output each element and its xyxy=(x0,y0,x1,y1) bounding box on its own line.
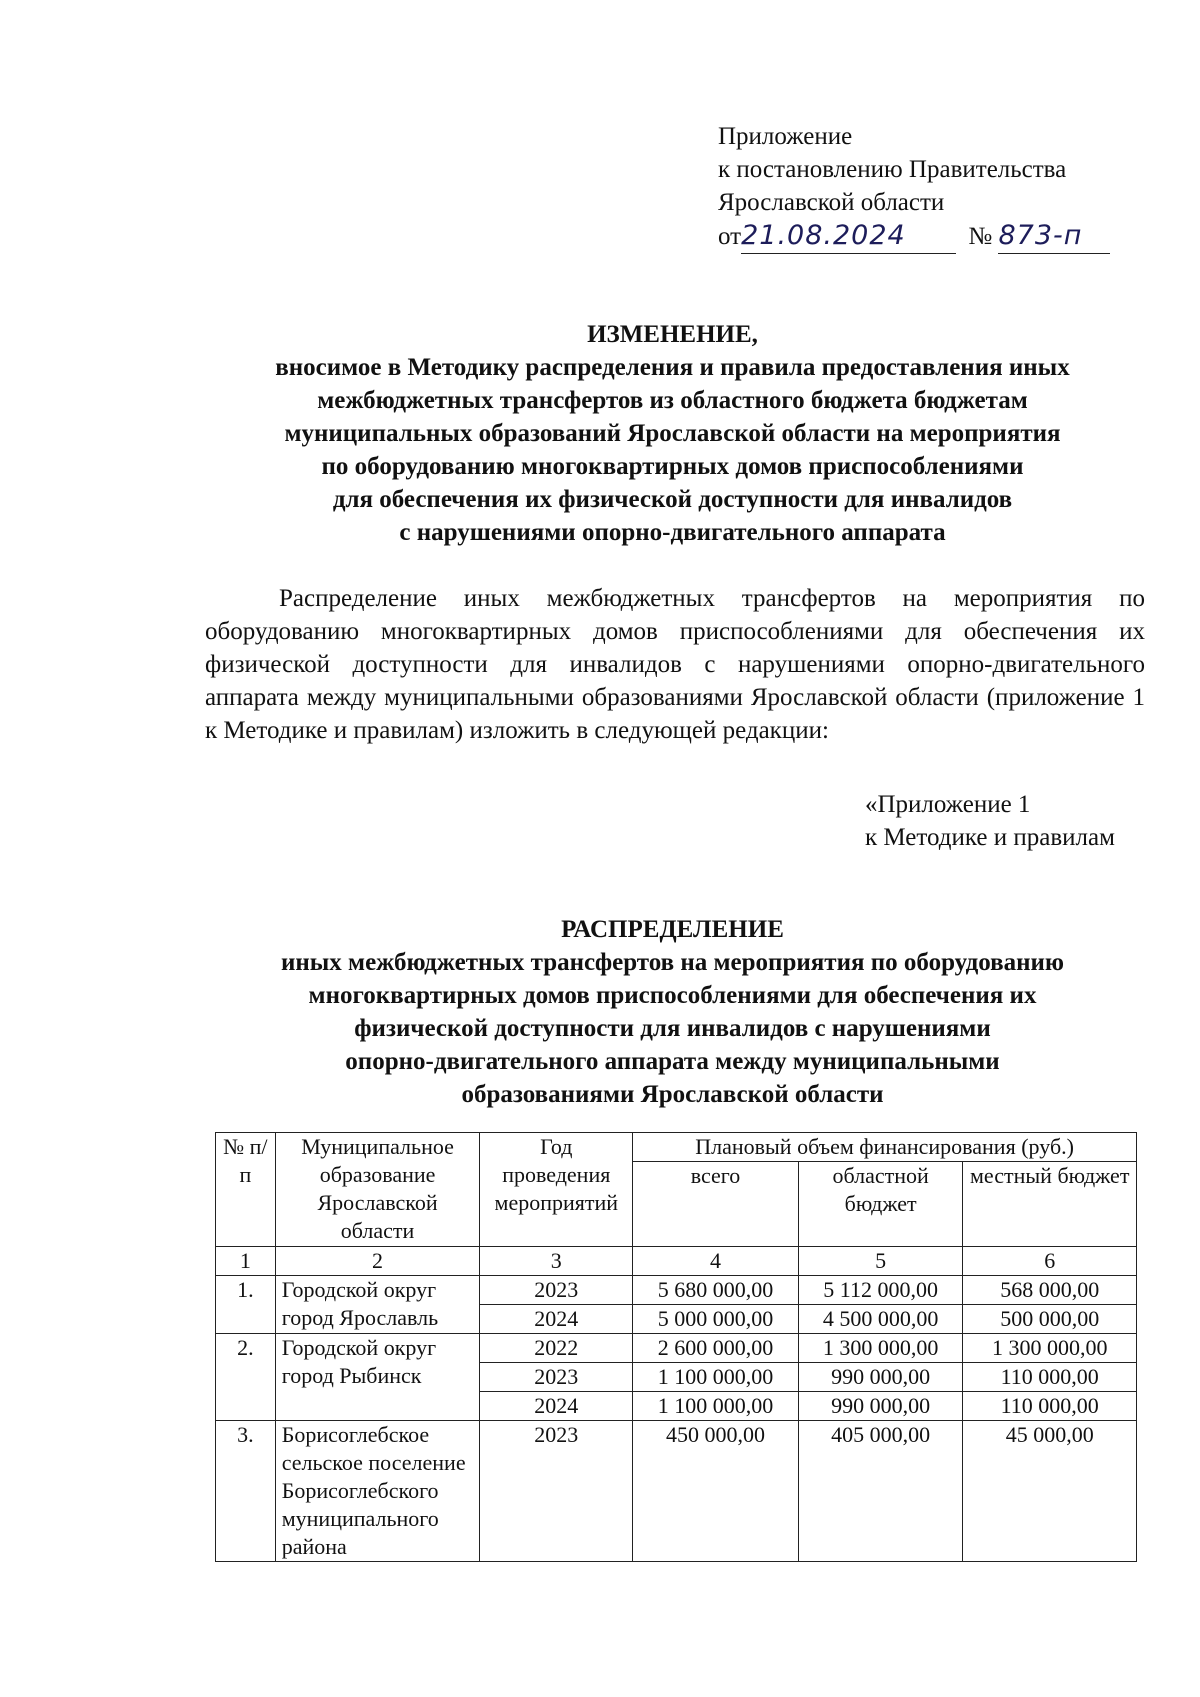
header-municipality: Муниципальное образование Ярославской области xyxy=(275,1133,480,1247)
row-local: 568 000,00 xyxy=(963,1276,1137,1305)
header-regional: областной бюджет xyxy=(798,1162,963,1247)
row-regional: 405 000,00 xyxy=(798,1421,963,1562)
row-no: 1. xyxy=(216,1276,276,1334)
header-plan: Плановый объем финансирования (руб.) xyxy=(633,1133,1137,1162)
table-row xyxy=(216,1276,1137,1305)
number-prefix: № xyxy=(968,223,993,250)
col-number: 6 xyxy=(963,1247,1137,1276)
col-number: 4 xyxy=(633,1247,799,1276)
row-total: 450 000,00 xyxy=(633,1421,799,1562)
column-number-row xyxy=(216,1247,1137,1276)
header-total: всего xyxy=(633,1162,799,1247)
row-regional: 4 500 000,00 xyxy=(798,1305,963,1334)
row-total: 1 100 000,00 xyxy=(633,1392,799,1421)
header-no: № п/п xyxy=(216,1133,276,1247)
change-subtitle-line: для обеспечения их физической доступности для инвалидов xyxy=(332,486,1013,513)
change-heading xyxy=(0,318,1200,549)
appendix-line-1: Приложение xyxy=(718,123,853,150)
row-no: 2. xyxy=(216,1334,276,1421)
row-regional: 990 000,00 xyxy=(798,1363,963,1392)
appendix-line-3: Ярославской области xyxy=(718,189,945,216)
distribution-title: РАСПРЕДЕЛЕНИЕ xyxy=(561,916,784,943)
change-title: ИЗМЕНЕНИЕ, xyxy=(587,321,758,348)
row-local: 500 000,00 xyxy=(963,1305,1137,1334)
distribution-subtitle-line: физической доступности для инвалидов с нарушениями xyxy=(354,1015,991,1042)
row-total: 1 100 000,00 xyxy=(633,1363,799,1392)
date-field xyxy=(741,219,956,254)
change-subtitle-line: с нарушениями опорно-двигательного аппарата xyxy=(399,519,946,546)
change-subtitle-line: вносимое в Методику распределения и правила предоставления иных xyxy=(275,354,1070,381)
number-field xyxy=(998,219,1110,254)
header-local: местный бюджет xyxy=(963,1162,1137,1247)
row-local: 110 000,00 xyxy=(963,1392,1137,1421)
row-local: 1 300 000,00 xyxy=(963,1334,1137,1363)
row-municipality: Борисоглебское сельское поселение Борисоглебского муниципального района xyxy=(275,1421,480,1562)
row-regional: 990 000,00 xyxy=(798,1392,963,1421)
row-year: 2023 xyxy=(480,1363,633,1392)
header-year: Год проведения мероприятий xyxy=(480,1133,633,1247)
distribution-heading xyxy=(0,913,1200,1111)
appendix-line-2: к постановлению Правительства xyxy=(718,156,1067,183)
appendix-date-number-row xyxy=(718,219,1110,254)
change-subtitle-line: муниципальных образований Ярославской области на мероприятия xyxy=(284,420,1061,447)
col-number: 2 xyxy=(275,1247,480,1276)
table-row xyxy=(216,1421,1137,1562)
row-year: 2024 xyxy=(480,1305,633,1334)
appendix-1-line-1: «Приложение 1 xyxy=(865,791,1031,818)
distribution-subtitle-line: опорно-двигательного аппарата между муниципальными xyxy=(345,1048,1000,1075)
row-regional: 5 112 000,00 xyxy=(798,1276,963,1305)
row-year: 2023 xyxy=(480,1276,633,1305)
table-row xyxy=(216,1334,1137,1363)
main-paragraph: Распределение иных межбюджетных трансфертов на мероприятия по оборудованию многоквартирных домов приспособлениями для обеспечения их физической доступности для инвалидов с нарушениями опорно-двигательного аппарата между муниципальными образованиями Ярославской области (приложение 1 к Методике и правилам) изложить в следующей редакции: xyxy=(205,585,1145,744)
distribution-subtitle-line: многоквартирных домов приспособлениями для обеспечения их xyxy=(308,982,1037,1009)
appendix-1-line-2: к Методике и правилам xyxy=(865,824,1115,851)
row-total: 2 600 000,00 xyxy=(633,1334,799,1363)
distribution-subtitle-line: образованиями Ярославской области xyxy=(461,1081,884,1108)
row-municipality: Городской округ город Рыбинск xyxy=(275,1334,480,1421)
change-subtitle-line: межбюджетных трансфертов из областного бюджета бюджетам xyxy=(317,387,1028,414)
col-number: 1 xyxy=(216,1247,276,1276)
table-header-row xyxy=(216,1133,1137,1162)
date-prefix: от xyxy=(718,223,742,250)
row-total: 5 000 000,00 xyxy=(633,1305,799,1334)
row-year: 2022 xyxy=(480,1334,633,1363)
row-year: 2024 xyxy=(480,1392,633,1421)
col-number: 3 xyxy=(480,1247,633,1276)
distribution-subtitle-line: иных межбюджетных трансфертов на мероприятия по оборудованию xyxy=(280,949,1065,976)
appendix-1-ref xyxy=(865,788,1115,854)
row-year: 2023 xyxy=(480,1421,633,1562)
row-no: 3. xyxy=(216,1421,276,1562)
row-local: 45 000,00 xyxy=(963,1421,1137,1562)
col-number: 5 xyxy=(798,1247,963,1276)
row-local: 110 000,00 xyxy=(963,1363,1137,1392)
row-regional: 1 300 000,00 xyxy=(798,1334,963,1363)
distribution-table xyxy=(215,1132,1137,1562)
handwritten-number: 873-п xyxy=(998,220,1083,251)
handwritten-date: 21.08.2024 xyxy=(741,220,906,251)
appendix-block xyxy=(718,120,1110,254)
row-municipality: Городской округ город Ярославль xyxy=(275,1276,480,1334)
change-subtitle-line: по оборудованию многоквартирных домов приспособлениями xyxy=(321,453,1024,480)
row-total: 5 680 000,00 xyxy=(633,1276,799,1305)
